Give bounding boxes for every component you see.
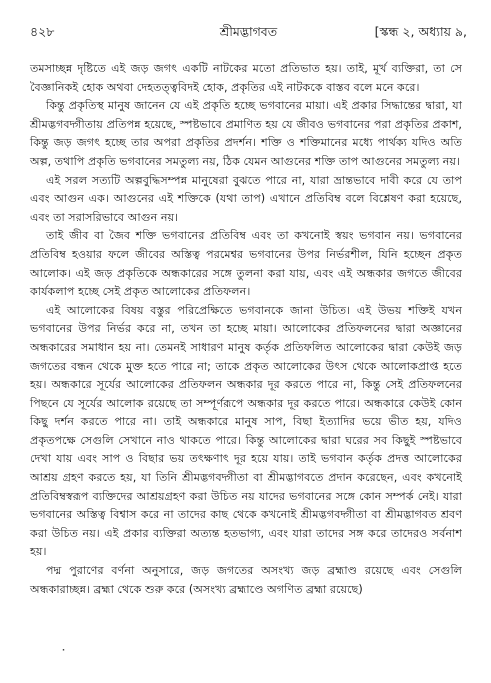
chapter-reference: [স্কন্ধ ২, অধ্যায় ৯, [374, 24, 467, 39]
body-text [30, 60, 462, 599]
page-header [30, 24, 467, 46]
running-title: শ্রীমদ্ভাগবত [219, 24, 278, 39]
paragraph-3: এই সরল সত্যটি অল্পবুদ্ধিসম্পন্ন মানুষেরা বুঝতে পারে না, যারা ভ্রান্তভাবে দাবী করে যে তাপ এবং আগুন এক। আগুনের এই শক্তিকে (যথা তাপ) এখানে প্রতিবিম্ব বলে বিশ্লেষণ করা হয়েছে, এবং তা সরাসরিভাবে আগুন নয়। [30, 173, 462, 224]
paragraph-5: এই আলোকের বিষয় বস্তুর পরিপ্রেক্ষিতে ভগবানকে জানা উচিত। এই উভয় শক্তিই যখন ভগবানের উপর নির্ভর করে না, তখন তা হচ্ছে মায়া। আলোকের প্রতিফলনের দ্বারা অজ্ঞানের অন্ধকারের সমাধান হয় না। তেমনই সাধারণ মানুষ কর্তৃক প্রতিফলিত আলোকের দ্বারা কেউই জড় জগতের বন্ধন থেকে মুক্ত হতে পারে না; তাকে প্রকৃত আলোকের উৎস থেকে আলোকপ্রাপ্ত হতে হয়। অন্ধকারে সূর্যের আলোকের প্রতিফলন অন্ধকার দূর করতে পারে না, কিন্তু সেই প্রতিফলনের পিছনে যে সূর্যের আলোক রয়েছে তা সম্পূর্ণরূপে অন্ধকার দূর করতে পারে। অন্ধকারে কেউই কোন কিছু দর্শন করতে পারে না। তাই অন্ধকারে মানুষ সাপ, বিছা ইত্যাদির ভয়ে ভীত হয়, যদিও প্রকৃতপক্ষে সেগুলি সেখানে নাও থাকতে পারে। কিন্তু আলোকের দ্বারা ঘরের সব কিছুই স্পষ্টভাবে দেখা যায় এবং সাপ ও বিছার ভয় তৎক্ষণাৎ দূর হয়ে যায়। তাই ভগবান কর্তৃক প্রদত্ত আলোকের আশ্রয় গ্রহণ করতে হয়, যা তিনি শ্রীমদ্ভগবদ্গীতা বা শ্রীমদ্ভাগবতে প্রদান করেছেন, এবং কখনোই প্রতিবিম্বস্বরূপ ব্যক্তিদের আশ্রয়গ্রহণ করা উচিত নয় যাদের ভগবানের সঙ্গে কোন সম্পর্ক নেই। যারা ভগবানের অস্তিত্ব বিশ্বাস করে না তাদের কাছ থেকে কখনোই শ্রীমদ্ভগবদ্গীতা বা শ্রীমদ্ভাগবত শ্রবণ করা উচিত নয়। এই প্রকার ব্যক্তিরা অত্যন্ত হতভাগ্য, এবং যারা তাদের সঙ্গ করে তাদেরও সর্বনাশ হয়। [30, 303, 462, 559]
paragraph-6: পদ্ম পুরাণের বর্ণনা অনুসারে, জড় জগতের অসংখ্য জড় ব্রহ্মাণ্ড রয়েছে এবং সেগুলি অন্ধকারাচ্ছন্ন। ব্রহ্মা থেকে শুরু করে (অসংখ্য ব্রহ্মাণ্ডে অগণিত ব্রহ্মা রয়েছে) [30, 564, 462, 596]
stray-mark: ˙ [60, 648, 67, 664]
paragraph-4: তাই জীব বা জৈব শক্তি ভগবানের প্রতিবিম্ব এবং তা কখনোই স্বয়ং ভগবান নয়। ভগবানের প্রতিবিম্ব হওয়ার ফলে জীবের অস্তিত্ব পরমেশ্বর ভগবানের উপর নির্ভরশীল, যিনি হচ্ছেন প্রকৃত আলোক। এই জড় প্রকৃতিকে অন্ধকারের সঙ্গে তুলনা করা যায়, এবং এই অন্ধকার জগতে জীবের কার্যকলাপ হচ্ছে সেই প্রকৃত আলোকের প্রতিফলন। [30, 229, 462, 299]
page-number: ৪২৮ [30, 24, 55, 39]
paragraph-2: কিন্তু প্রকৃতিস্থ মানুষ জানেন যে এই প্রকৃতি হচ্ছে ভগবানের মায়া। এই প্রকার সিদ্ধান্তের দ্বারা, যা শ্রীমদ্ভগবদ্গীতায় প্রতিপন্ন হয়েছে, স্পষ্টভাবে প্রমাণিত হয় যে জীবও ভগবানের পরা প্রকৃতির প্রকাশ, কিন্তু জড় জগৎ হচ্ছে তার অপরা প্রকৃতির প্রদর্শন। শক্তি ও শক্তিমানের মধ্যে পার্থক্য যদিও অতি অল্প, তথাপি প্রকৃতি ভগবানের সমতুল্য নয়, ঠিক যেমন আগুনের শক্তি তাপ আগুনের সমতুল্য নয়। [30, 99, 462, 168]
paragraph-1: তমসাচ্ছন্ন দৃষ্টিতে এই জড় জগৎ একটি নাটকের মতো প্রতিভাত হয়। তাই, মূর্খ ব্যক্তিরা, তা সে বৈজ্ঞানিকই হোক অথবা দেহতত্ত্ববিদই হোক, প্রকৃতির এই নাটককে বাস্তব বলে মনে করে। [30, 62, 462, 94]
